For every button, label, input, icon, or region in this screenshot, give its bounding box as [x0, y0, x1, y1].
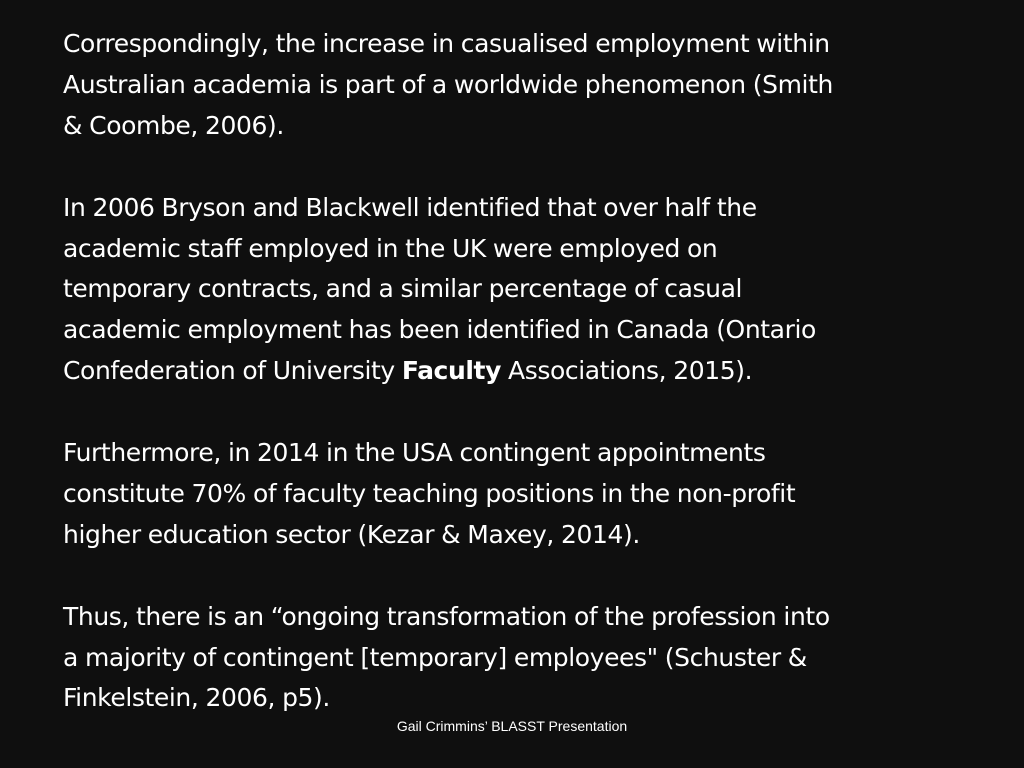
- paragraph-2-text-start: In 2006 Bryson and Blackwell identified that over half the academic staff employed in the UK were employed on temporary contracts, and a similar percentage of casual academic employment has been identified in Canada (Ontario Confederation of University: [63, 192, 816, 386]
- paragraph-transformation-quote: [63, 597, 963, 720]
- paragraph-4-text: Thus, there is an “ongoing transformation of the profession into a majority of contingent [temporary] employees" (Schuster & Finkelstein, 2006, p5).: [63, 601, 830, 713]
- paragraph-2-bold-word: Faculty: [401, 356, 501, 386]
- paragraph-2-text-end: Associations, 2015).: [501, 356, 753, 386]
- paragraph-1-text: Correspondingly, the increase in casualised employment within Australian academia is part of a worldwide phenomenon (Smith & Coombe, 2006).: [63, 29, 833, 140]
- slide-body: [63, 24, 963, 719]
- slide-footer: Gail Crimmins’ BLASST Presentation: [396, 718, 628, 734]
- paragraph-worldwide-phenomenon: [63, 24, 963, 147]
- paragraph-3-text: Furthermore, in 2014 in the USA contingent appointments constitute 70% of faculty teaching positions in the non-profit higher education sector (Kezar & Maxey, 2014).: [63, 438, 796, 549]
- paragraph-uk-canada: [63, 188, 963, 393]
- paragraph-usa: [63, 433, 963, 556]
